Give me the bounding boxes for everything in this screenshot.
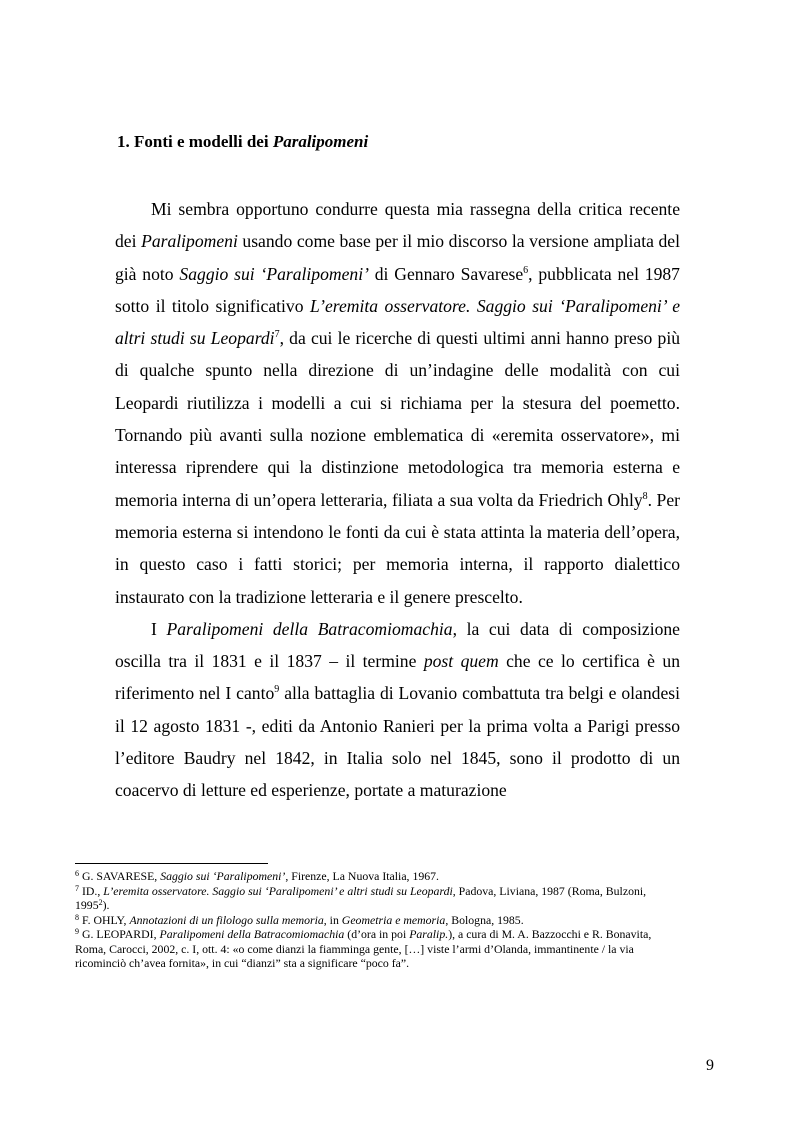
footnote-ref-6[interactable]: 6 (523, 264, 529, 276)
footnote-8 (75, 913, 681, 928)
text-span: F. OHLY, (79, 912, 130, 927)
body-text (115, 193, 680, 807)
italic-title: Geometria e memoria (341, 912, 446, 927)
text-span: alla battaglia di Lovanio combattuta tra belgi e olandesi il 12 agosto 1831 -, editi da Antonio Ranieri per la prima volta a Parigi presso l’editore Baudry nel 1842, in Italia solo nel 1845, sono il prodotto di un coacervo di letture ed esperienze, portate a maturazione (115, 683, 680, 801)
italic-title: Paralipomeni della Batracomiomachia (159, 927, 345, 941)
footnote-number: 6 (75, 869, 79, 878)
italic-title: Saggio sui ‘Paralipomeni’ (160, 869, 286, 883)
footnote-ref-8[interactable]: 8 (642, 490, 648, 502)
italic-title: L’eremita osservatore. Saggio sui ‘Paralipomeni’ e altri studi su Leopardi (115, 295, 680, 349)
text-span: ID., (79, 883, 104, 898)
italic-title: Paralipomeni (141, 231, 238, 252)
text-span: (d’ora in poi (344, 927, 410, 941)
paragraph-2 (115, 613, 680, 807)
text-span: , Firenze, La Nuova Italia, 1967. (285, 869, 439, 883)
paragraph-1 (115, 193, 680, 613)
footnote-number: 9 (75, 927, 79, 936)
footnote-7 (75, 884, 681, 913)
italic-title: Paralipomeni della Batracomiomachia (166, 618, 453, 639)
heading-text: 1. Fonti e modelli dei (117, 132, 273, 151)
text-span: , la cui data di composizione oscilla tra il 1831 e il 1837 – il termine (115, 618, 680, 672)
footnote-9 (75, 927, 681, 971)
italic-title: Annotazioni di un filologo sulla memoria (129, 912, 324, 927)
footnote-ref-7[interactable]: 7 (274, 329, 280, 341)
italic-term: post quem (423, 651, 499, 672)
text-span: usando come base per il mio discorso la versione ampliata del già noto (115, 231, 680, 284)
text-span: I (151, 618, 167, 639)
heading-italic-title: Paralipomeni (272, 132, 369, 151)
footnote-number: 8 (75, 912, 79, 922)
text-span: , in (323, 912, 342, 927)
page-number: 9 (706, 1057, 714, 1074)
edition-superscript: 2 (98, 898, 103, 907)
footnote-ref-9[interactable]: 9 (274, 684, 280, 696)
text-span: ). (102, 898, 110, 912)
italic-title: Saggio sui ‘Paralipomeni’ (179, 263, 369, 284)
text-span: che ce lo certifica è un riferimento nel I canto (115, 651, 680, 704)
footnote-6 (75, 869, 681, 884)
text-span: , pubblicata nel 1987 sotto il titolo significativo (115, 263, 680, 316)
footnotes (75, 869, 681, 971)
text-span: . Per memoria esterna si intendono le fonti da cui è stata attinta la materia dell’opera, in questo caso i fatti storici; per memoria interna, il rapporto dialettico instaurato con la tradizione letteraria e il genere prescelto. (115, 489, 680, 607)
text-span: di Gennaro Savarese (368, 263, 524, 284)
section-heading (117, 132, 368, 152)
italic-title: L’eremita osservatore. Saggio sui ‘Paralipomeni’ e altri studi su Leopardi (103, 883, 453, 898)
text-span: G. LEOPARDI, (79, 927, 160, 941)
text-span: ), a cura di M. A. Bazzocchi e R. Bonavita, Roma, Carocci, 2002, c. I, ott. 4: «o come dianzi la fiamminga gente, […] viste l’armi d’Olanda, immantinente / la via ricominciò ch’avea fornita», in cui “dianzi” sta a significare “poco fa”. (75, 927, 652, 970)
text-span: Mi sembra opportuno condurre questa mia rassegna della critica recente dei (115, 199, 680, 252)
text-span: , Padova, Liviana, 1987 (Roma, Bulzoni, 1995 (75, 883, 647, 912)
text-span: , Bologna, 1985. (445, 912, 524, 927)
italic-abbreviation: Paralip. (409, 927, 449, 941)
text-span: G. SAVARESE, (79, 869, 161, 883)
text-span: , da cui le ricerche di questi ultimi anni hanno preso più di qualche spunto nella direzione di un’indagine delle modalità con cui Leopardi riutilizza i modelli a cui si richiama per la stesura del poemetto. Tornando più avanti sulla nozione emblematica di «eremita osservatore», mi interessa riprendere qui la distinzione metodologica tra memoria esterna e memoria interna di un’opera letteraria, filiata a sua volta da Friedrich Ohly (115, 328, 680, 510)
footnote-separator (75, 863, 268, 864)
footnote-number: 7 (75, 883, 79, 893)
